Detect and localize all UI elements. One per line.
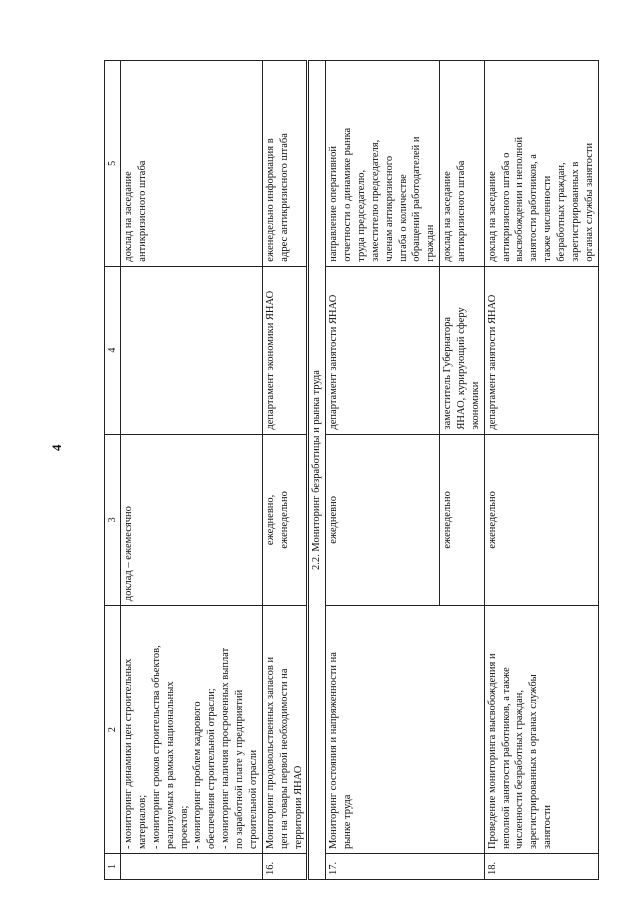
header-cell: 4 (105, 266, 121, 434)
row-description (262, 606, 308, 854)
row-description (121, 606, 263, 854)
text-line: безработных граждан, (555, 162, 567, 262)
text-line: департамент занятости ЯНАО (328, 294, 340, 430)
text-line: ежедневно (328, 496, 340, 544)
text-line: членам антикризисного (383, 155, 395, 262)
row-responsible (484, 266, 598, 434)
text-line: - мониторинг наличия просроченных выплат (220, 647, 232, 850)
text-line: отчетности о динамике рынка (342, 127, 354, 262)
text-line: обеспечения строительной отрасли; (206, 688, 218, 850)
text-line: занятости (542, 804, 554, 850)
text-line: проектов; (178, 805, 190, 850)
text-line: - мониторинг динамики цен строительных (123, 658, 135, 850)
row-report-form (484, 61, 598, 267)
text-line: рынке труда (342, 794, 354, 850)
text-line: труда председателю, (355, 169, 367, 262)
table-row (484, 61, 598, 880)
text-line: заместитель Губернатора (442, 316, 454, 430)
text-line: по заработной плате у предприятий (234, 689, 246, 850)
row-report-form (262, 61, 308, 267)
text-line: еженедельно (278, 491, 290, 549)
header-cell: 2 (105, 606, 121, 854)
text-line: антикризисного штаба (137, 160, 149, 262)
row-responsible (121, 266, 263, 434)
text-line: доклад – ежемесячно (123, 506, 135, 602)
text-line: направление оперативной (328, 145, 340, 262)
text-line: - мониторинг сроков строительства объектов, (150, 645, 162, 850)
row-responsible (440, 266, 485, 434)
text-line: штаба о количестве (397, 174, 409, 262)
text-line: территории ЯНАО (292, 765, 304, 850)
text-line: заместителю председателя, (369, 139, 381, 262)
header-cell: 1 (105, 854, 121, 880)
text-line: доклад на заседание (442, 171, 454, 262)
text-line: материалов; (137, 794, 149, 850)
row-description (484, 606, 598, 854)
row-frequency (440, 434, 485, 606)
text-line: граждан (425, 224, 437, 262)
table-row (262, 61, 308, 880)
row-frequency (326, 434, 440, 606)
section-title: 2.2. Мониторинг безработицы и рынка труда (308, 61, 326, 880)
text-line: высвобождении и неполной (514, 136, 526, 262)
text-line: адрес антикризисного штаба (278, 133, 290, 262)
row-report-form (326, 61, 440, 267)
text-line: строительной отрасли (247, 749, 259, 850)
table-row (326, 61, 440, 880)
text-line: еженедельно (486, 491, 498, 549)
row-responsible (326, 266, 440, 434)
row-description (326, 606, 484, 854)
text-line: зарегистрированных в (569, 161, 581, 262)
column-number-header (105, 61, 121, 880)
page-number: 4 (49, 444, 64, 451)
row-frequency (484, 434, 598, 606)
header-cell: 3 (105, 434, 121, 606)
row-report-form (121, 61, 263, 267)
text-line: антикризисного штаба (455, 160, 467, 262)
text-line: еженедельно информация в (264, 138, 276, 262)
text-line: неполной занятости работников, а также (500, 667, 512, 850)
text-line: антикризисного штаба о (500, 152, 512, 262)
row-responsible (262, 266, 308, 434)
text-line: доклад на заседание (486, 171, 498, 262)
text-line: цен на товары первой необходимости на (278, 668, 290, 850)
section-heading-row (308, 61, 326, 880)
text-line: департамент экономики ЯНАО (264, 290, 276, 430)
table-row (121, 61, 263, 880)
row-number (121, 854, 263, 880)
header-cell: 5 (105, 61, 121, 267)
rotated-table-container (104, 60, 624, 880)
row-frequency (262, 434, 308, 606)
text-line: - мониторинг проблем кадрового (192, 701, 204, 850)
text-line: экономики (469, 381, 481, 430)
text-line: численности безработных граждан, (514, 689, 526, 850)
text-line: обращений работодателей и (411, 136, 423, 262)
text-line: ЯНАО, курирующий сферу (455, 307, 467, 430)
row-number: 16. (262, 854, 308, 880)
row-number: 17. (326, 854, 484, 880)
row-frequency (121, 434, 263, 606)
text-line: доклад на заседание (123, 171, 135, 262)
text-line: ежедневно, (264, 494, 276, 546)
row-number: 18. (484, 854, 598, 880)
text-line: также численности (542, 175, 554, 262)
text-line: реализуемых в рамках национальных (164, 681, 176, 850)
text-line: занятости работников, а (528, 154, 540, 262)
text-line: Мониторинг состояния и напряженности на (328, 652, 340, 850)
measures-table (104, 60, 599, 880)
row-report-form (440, 61, 485, 267)
text-line: Проведение мониторинга высвобождения и (486, 653, 498, 850)
text-line: Мониторинг продовольственных запасов и (264, 656, 276, 850)
text-line: еженедельно (442, 491, 454, 549)
text-line: департамент занятости ЯНАО (486, 294, 498, 430)
text-line: зарегистрированных в органах службы (528, 674, 540, 850)
text-line: органах службы занятости (583, 142, 595, 262)
